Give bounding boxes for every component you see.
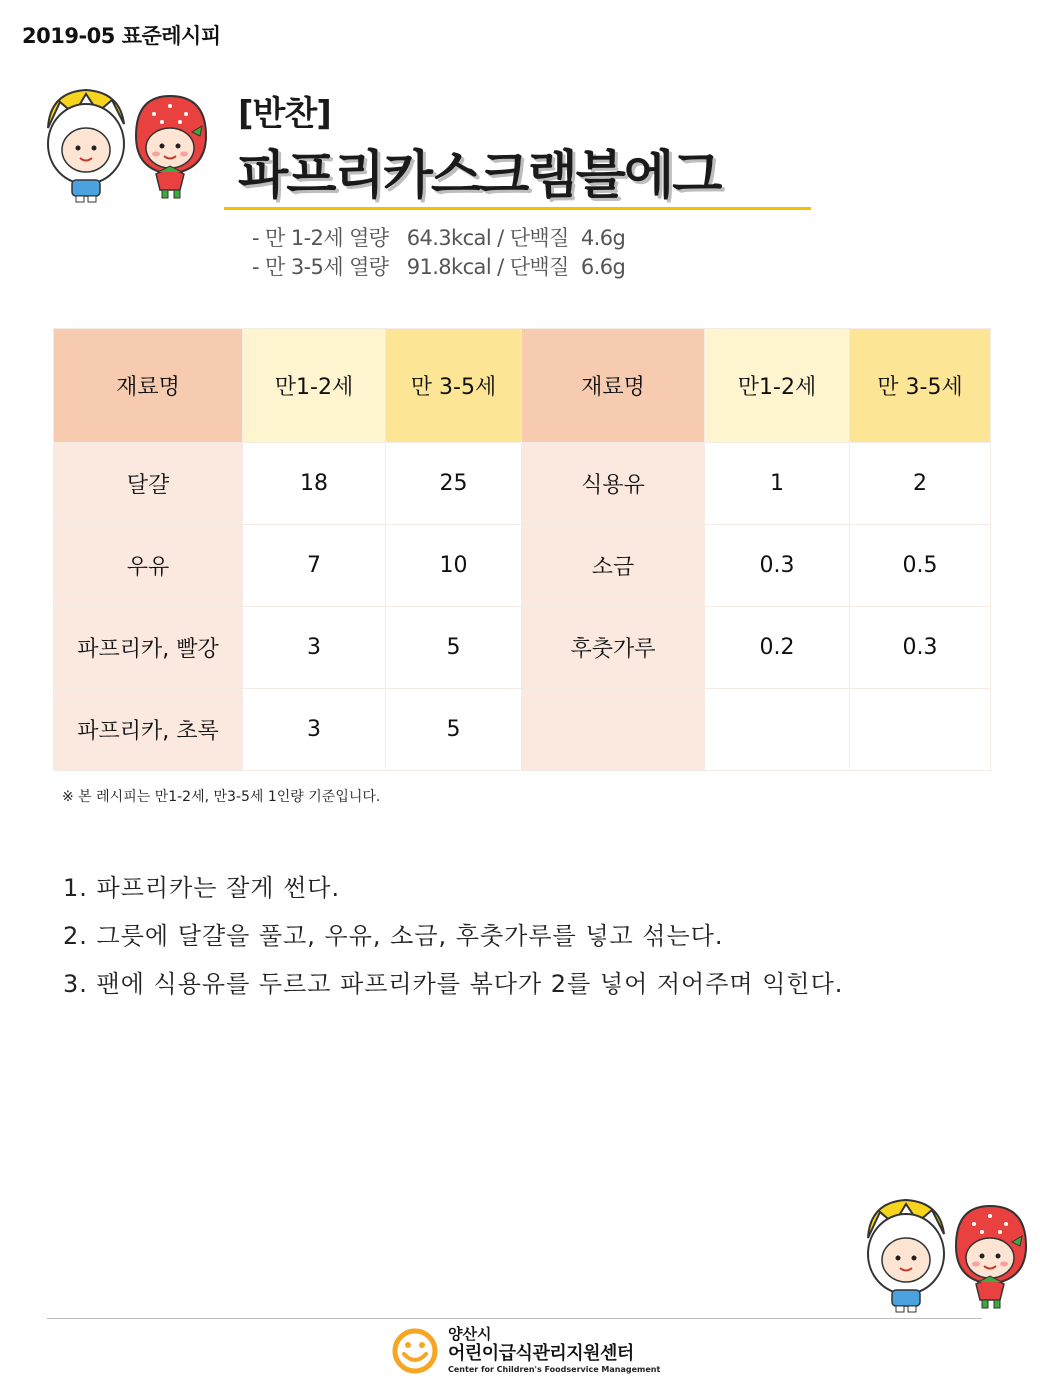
recipe-step: 3. 팬에 식용유를 두르고 파프리카를 볶다가 2를 넣어 저어주며 익힌다. [63,970,844,998]
table-row [54,607,991,689]
ingredient-name: 후춧가루 [522,607,705,689]
recipe-step: 2. 그릇에 달걀을 풀고, 우유, 소금, 후춧가루를 넣고 섞는다. [63,922,724,950]
recipe-name: 파프리카스크램블에그 [238,146,721,206]
nutrition-protein-label: / 단백질 [497,255,569,279]
nutrition-protein: 4.6g [580,226,626,250]
recipe-steps [63,870,843,1014]
table-row [54,443,991,525]
header-age-3-5: 만 3-5세 [386,329,522,443]
header-ingredient: 재료명 [54,329,243,443]
ingredient-name: 소금 [522,525,705,607]
amount-3-5 [850,689,991,771]
amount-3-5: 10 [386,525,522,607]
title-underline [224,207,811,210]
amount-1-2: 7 [243,525,386,607]
ingredients-table [53,328,991,771]
ingredient-name [522,689,705,771]
table-row [54,525,991,607]
amount-1-2: 18 [243,443,386,525]
ingredient-name: 식용유 [522,443,705,525]
nutrition-line-3-5 [252,253,625,282]
header-ingredient: 재료명 [522,329,705,443]
strawberry-character-icon [136,96,206,198]
nutrition-protein: 6.6g [580,255,626,279]
nutrition-line-1-2 [252,224,625,253]
amount-1-2: 1 [705,443,850,525]
serving-note: ※ 본 레시피는 만1-2세, 만3-5세 1인량 기준입니다. [62,789,381,805]
strawberry-character-icon [956,1206,1026,1308]
table-header-row [54,329,991,443]
ingredient-name: 달걀 [54,443,243,525]
recipe-step: 1. 파프리카는 잘게 썬다. [63,874,341,902]
document-series-label: 2019-05 표준레시피 [22,24,221,48]
amount-3-5: 2 [850,443,991,525]
center-logo-icon [392,1328,438,1374]
egg-character-icon [868,1200,944,1312]
mascot-characters-top [40,88,215,208]
nutrition-age-label: - 만 3-5세 열량 [252,255,389,279]
amount-1-2: 0.3 [705,525,850,607]
amount-3-5: 25 [386,443,522,525]
center-name: 어린이급식관리지원센터 [448,1343,634,1364]
nutrition-age-label: - 만 1-2세 열량 [252,226,389,250]
nutrition-energy: 91.8kcal [406,255,492,279]
nutrition-energy: 64.3kcal [406,226,492,250]
recipe-title [238,86,720,208]
nutrition-protein-label: / 단백질 [497,226,569,250]
amount-3-5: 0.5 [850,525,991,607]
ingredient-name: 파프리카, 빨강 [54,607,243,689]
table-row [54,689,991,771]
amount-1-2: 3 [243,607,386,689]
amount-3-5: 5 [386,607,522,689]
recipe-category: [반찬] [238,94,331,134]
mascot-characters-bottom [860,1198,1035,1318]
header-age-3-5: 만 3-5세 [850,329,991,443]
ingredient-name: 우유 [54,525,243,607]
amount-1-2: 0.2 [705,607,850,689]
ingredient-name: 파프리카, 초록 [54,689,243,771]
amount-1-2: 3 [243,689,386,771]
amount-3-5: 5 [386,689,522,771]
center-name-block [448,1326,660,1375]
nutrition-info [252,224,625,282]
egg-character-icon [48,90,124,202]
center-city: 양산시 [448,1325,492,1343]
header-age-1-2: 만1-2세 [705,329,850,443]
amount-3-5: 0.3 [850,607,991,689]
footer-divider [47,1318,982,1319]
center-name-english: Center for Children's Foodservice Management [448,1365,661,1374]
amount-1-2 [705,689,850,771]
header-age-1-2: 만1-2세 [243,329,386,443]
